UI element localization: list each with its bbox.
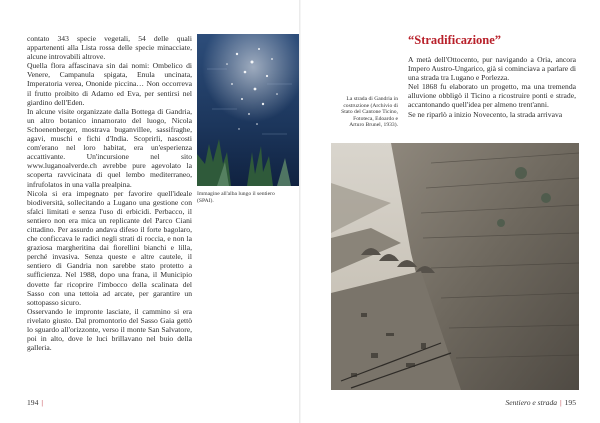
left-page-number: 194 <box>27 398 39 407</box>
lake-photo-caption: Immagine all'alba lungo il sentiero (SPAI). <box>197 191 275 204</box>
left-paragraph-4: Nicola si era impegnato per favorire quell'ideale biodiversità, sollecitando a Lugano una gestione con sfalci limitati e senza l'uso di erbicidi. Perbacco, il sentiero non era mica un replicante del Parco Ciani cittadino. Per assurdo andava difeso il forte bagolaro, che conficcava le radici negli strati di roccia, e non la graziosa margheritina dai fiorellini bianchi e lilla, perché invasiva. Senza queste e altre cautele, il sentiero di Gandria non sarebbe stato protetto a sufficienza. Nel 1988, dopo una frana, il Municipio dovette far ricoprire l'imbocco della scalinata del Sasso con una tettoia ad arcate, per garantire un sottopasso sicuro. <box>27 188 192 307</box>
road-photo-caption: La strada di Gandria in costruzione (Archivio di Stato del Cantone Ticino, Fototeca, Edoardo e Arturo Brunel, 1933). <box>341 96 398 129</box>
running-section-title: Sentiero e strada <box>505 398 558 407</box>
left-paragraph-5: Osservando le impronte lasciate, il cammino si era rivelato giusto. Dal promontorio del Sasso Gaia gettò lo sguardo all'orizzonte, verso il monte San Salvatore, poi in alto, dove le luci brillavano nel buio della galleria. <box>27 306 192 353</box>
right-folio <box>505 398 576 407</box>
left-paragraph-1: contato 343 specie vegetali, 54 delle quali appartenenti alla Lista rossa delle specie minacciate, alcune introvabili altrove. <box>27 34 192 62</box>
left-page-text-column <box>27 34 192 352</box>
book-gutter <box>299 0 301 423</box>
left-folio <box>27 398 43 407</box>
section-heading: “Stradificazione” <box>408 33 502 47</box>
left-paragraph-3: In alcune visite organizzate dalla Bottega di Gandria, un altro botanico innamorato del luogo, Nicola Schoenenberger, mostrava buganvillee, sassifraghe, agavi, muschi e fichi d'India. Scoprirli, nascosti com'erano nel loro habitat, era un'esperienza accattivante. Un'incursione nel sito www.luganoalverde.ch avrebbe pure agevolato la scoperta ravvicinata di quel lembo mediterraneo, infrufolatos in una valla prealpina. <box>27 106 192 189</box>
right-page-text-column <box>408 55 576 119</box>
left-paragraph-2: Quella flora affascinava sin dai nomi: Ombelico di Venere, Campanula spigata, Enula uncinata, Imperatoria verea, Ononide piccina… Non occorreva il frutto proibito di Adamo ed Eva, per sentirsi nel giardino dell'Eden. <box>27 61 192 107</box>
road-construction-photo <box>331 143 579 390</box>
lake-sparkle-photo <box>197 34 299 186</box>
right-paragraph-1: A metà dell'Ottocento, pur navigando a Oria, ancora Impero Austro-Ungarico, già si cominciava a parlare di una strada tra Lugano e Porlezza. <box>408 55 576 83</box>
right-folio-bar: | <box>560 398 562 407</box>
right-paragraph-2: Nel 1868 fu elaborato un progetto, ma una tremenda alluvione obbligò il Ticino a ricostruire ponti e strade, accantonando quell'idea per almeno trent'anni. <box>408 82 576 110</box>
left-folio-bar: | <box>41 398 43 407</box>
right-paragraph-3: Se ne riparlò a inizio Novecento, la strada arrivava <box>408 109 563 119</box>
right-page-number: 195 <box>564 398 576 407</box>
